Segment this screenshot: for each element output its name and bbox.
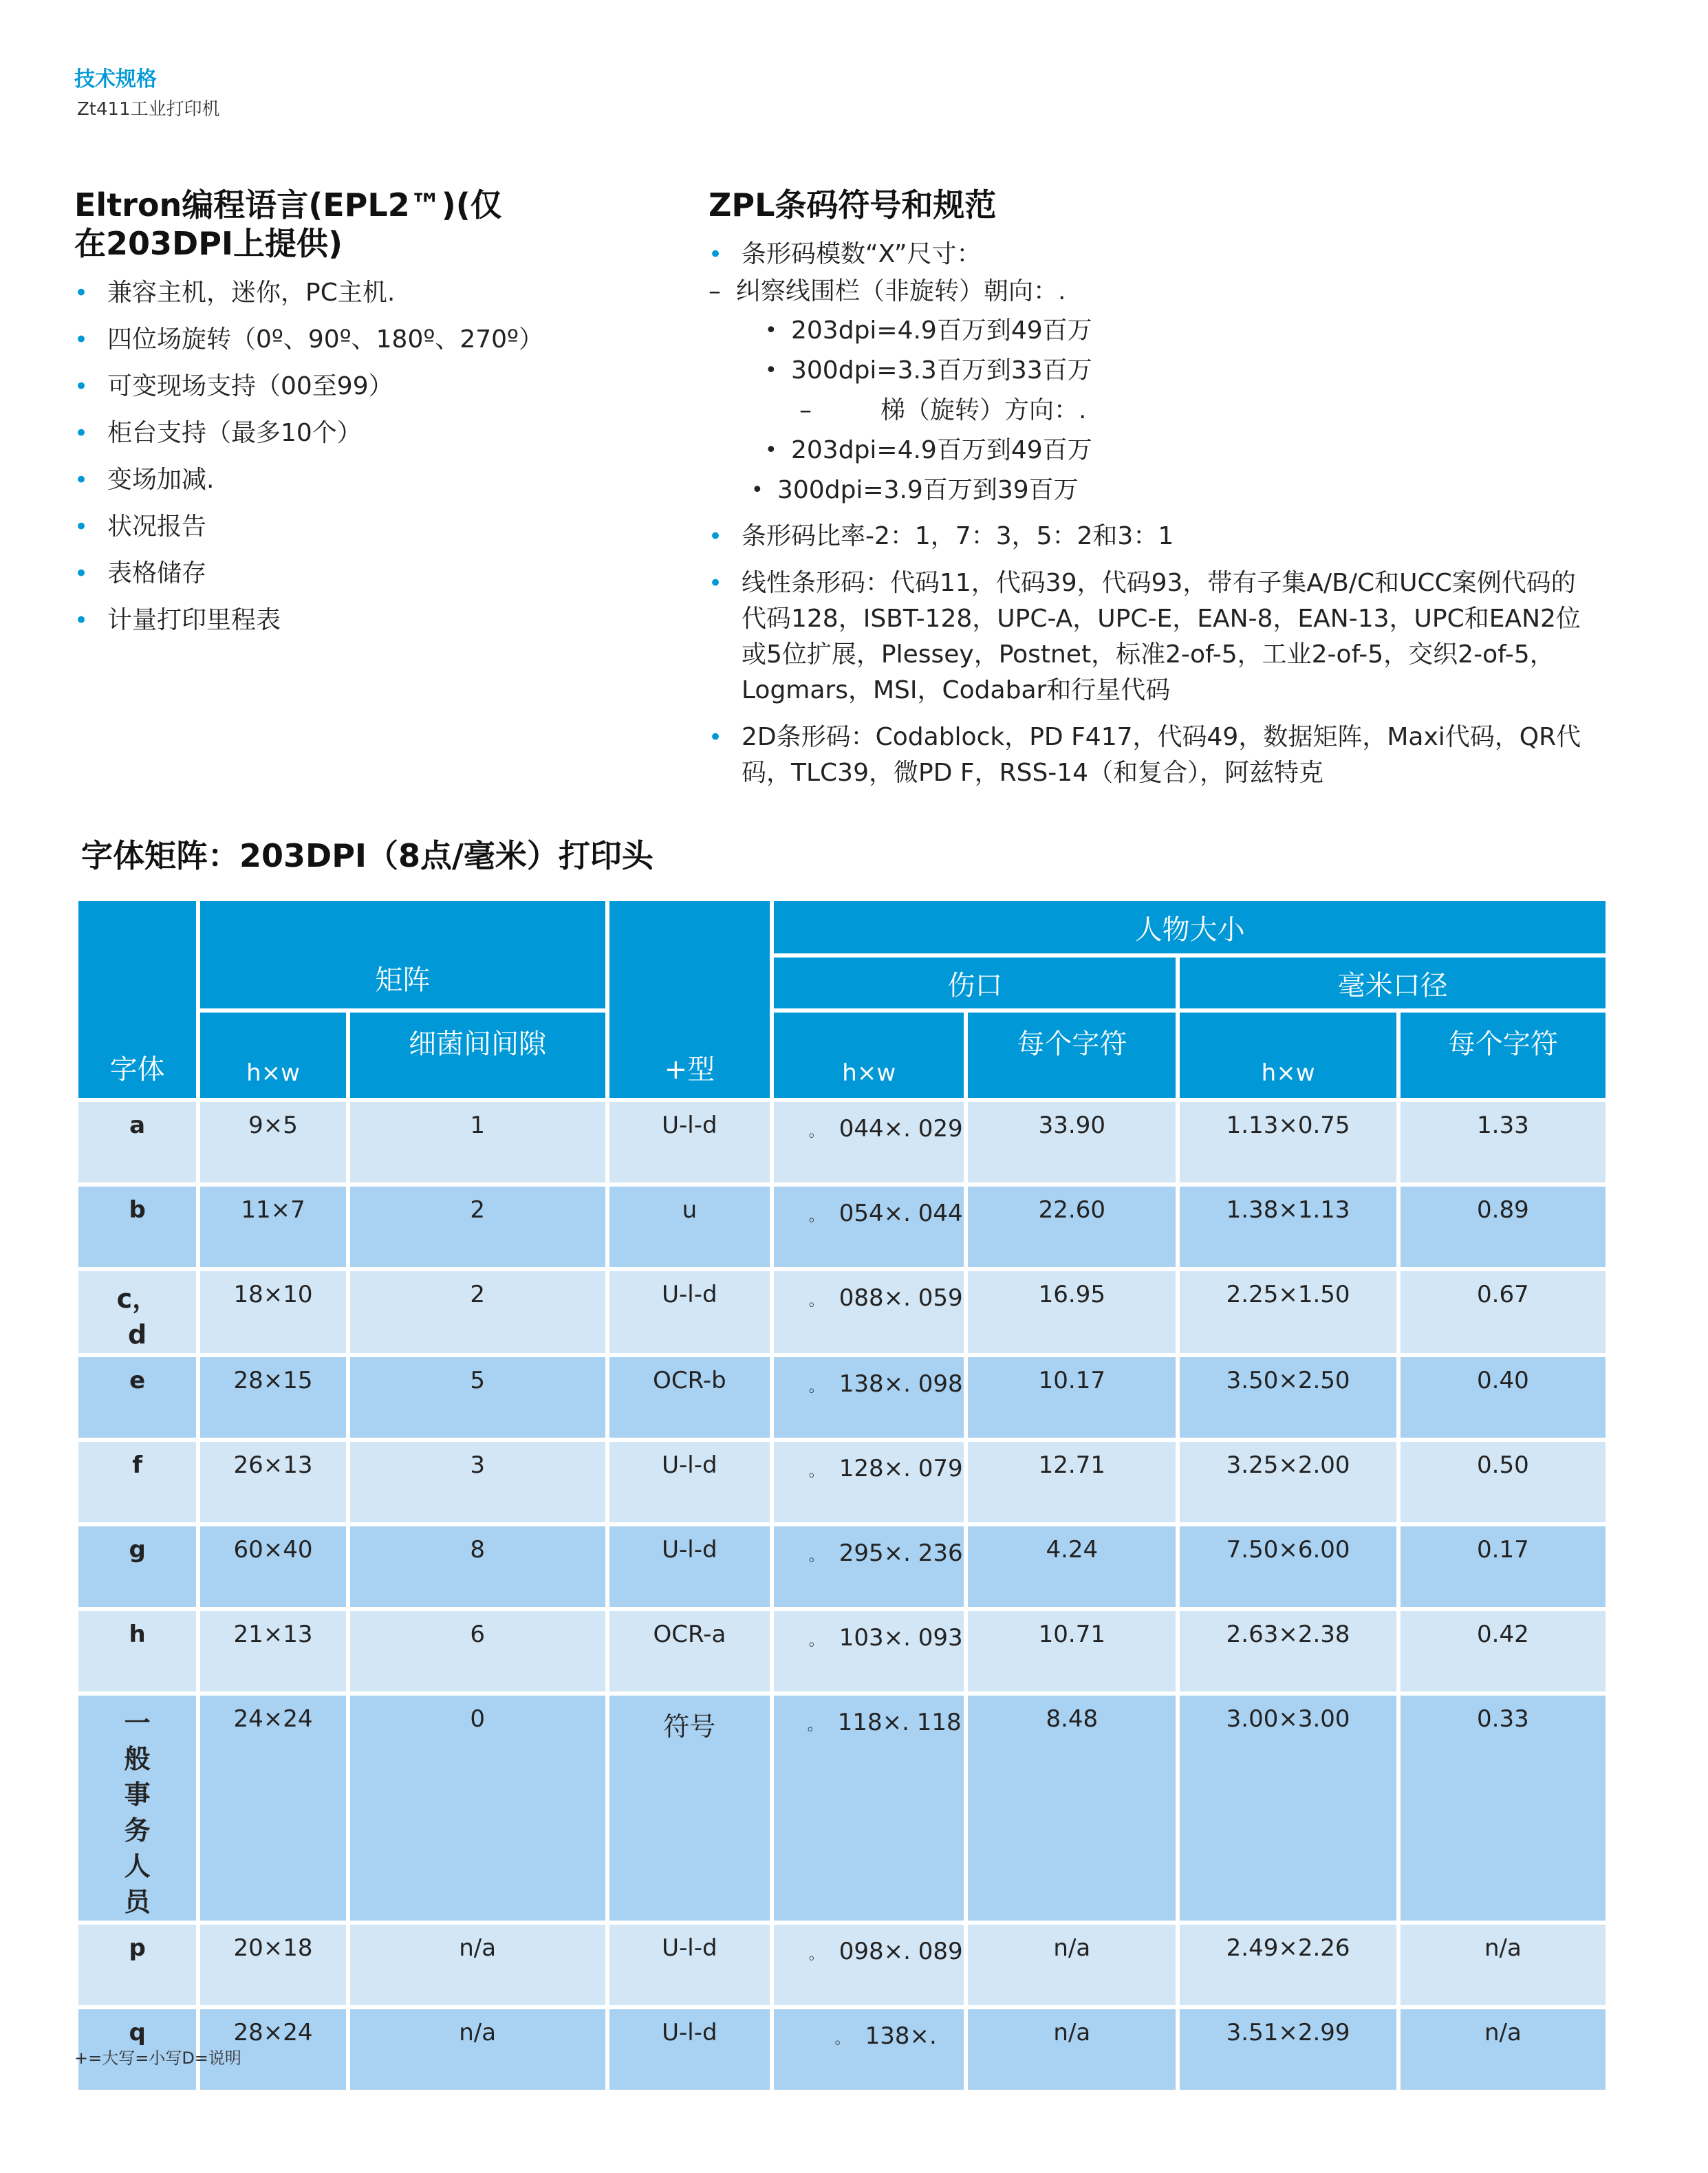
fence-203-text: 203dpi=4.9百万到49百万 bbox=[791, 316, 1092, 345]
circle-mark: 。 bbox=[834, 2031, 850, 2048]
cell-mm-hw: 7.50×6.00 bbox=[1180, 1526, 1396, 1607]
cell-in-per: 16.95 bbox=[968, 1271, 1176, 1353]
cell-in-hw-text: 138×. 098 bbox=[839, 1370, 963, 1398]
fence-203: • 203dpi=4.9百万到49百万 bbox=[765, 316, 1092, 345]
cell-font: p bbox=[78, 1925, 196, 2005]
zpl-list-2 bbox=[709, 519, 1596, 791]
cell-gap: 3 bbox=[350, 1442, 605, 1522]
cell-matrix: 9×5 bbox=[200, 1102, 346, 1182]
font-matrix-table bbox=[74, 897, 1610, 2094]
cell-mm-hw: 1.13×0.75 bbox=[1180, 1102, 1396, 1182]
header-mm: 毫米口径 bbox=[1180, 958, 1606, 1008]
fence-300-text: 300dpi=3.3百万到33百万 bbox=[791, 356, 1092, 385]
zpl-heading: ZPL条码符号和规范 bbox=[709, 186, 997, 224]
cell-in-hw-text: 044×. 029 bbox=[839, 1115, 963, 1143]
cell-in-per: 22.60 bbox=[968, 1187, 1176, 1267]
cell-in-hw bbox=[774, 1526, 964, 1607]
list-item: • 条形码比率-2：1，7：3，5：2和3：1 bbox=[709, 519, 1596, 554]
zpl-list bbox=[709, 237, 1596, 272]
cell-mm-hw: 2.63×2.38 bbox=[1180, 1611, 1396, 1691]
header-hxw-in: h×w bbox=[774, 1013, 964, 1098]
list-item: • 变场加减. bbox=[74, 462, 680, 498]
cell-in-hw bbox=[774, 1102, 964, 1182]
cell-in-per: 12.71 bbox=[968, 1442, 1176, 1522]
table-row bbox=[78, 1271, 1606, 1353]
header-title: 技术规格 bbox=[74, 67, 157, 91]
cell-font: q bbox=[78, 2009, 196, 2090]
cell-in-hw bbox=[774, 1357, 964, 1438]
cell-mm-per: n/a bbox=[1401, 1925, 1606, 2005]
circle-mark: 。 bbox=[808, 1379, 824, 1396]
list-item: • 四位场旋转（0º、90º、180º、270º） bbox=[74, 322, 534, 358]
cell-font: h bbox=[78, 1611, 196, 1691]
cell-in-hw bbox=[774, 1271, 964, 1353]
ladder-203-text: 203dpi=4.9百万到49百万 bbox=[791, 436, 1092, 464]
cell-mm-hw: 1.38×1.13 bbox=[1180, 1187, 1396, 1267]
cell-matrix: 18×10 bbox=[200, 1271, 346, 1353]
cell-in-per: 8.48 bbox=[968, 1696, 1176, 1921]
header-hxw-mm: h×w bbox=[1180, 1013, 1396, 1098]
cell-font-text: 一般事务人员 bbox=[124, 1708, 151, 1917]
epl-heading-line1: Eltron编程语言(EPL2™)(仅 bbox=[74, 186, 502, 224]
cell-matrix: 26×13 bbox=[200, 1442, 346, 1522]
table-row bbox=[78, 1102, 1606, 1182]
cell-type: U-l-d bbox=[609, 1925, 770, 2005]
list-item: • 柜台支持（最多10个） bbox=[74, 415, 680, 451]
cell-gap: 8 bbox=[350, 1526, 605, 1607]
header-char-size: 人物大小 bbox=[774, 901, 1606, 953]
epl-list bbox=[74, 275, 680, 638]
cell-in-hw bbox=[774, 1696, 964, 1921]
fence-300: • 300dpi=3.3百万到33百万 bbox=[765, 356, 1092, 385]
list-item: • 2D条形码：Codablock，PD F417，代码49，数据矩阵，Maxi代码，QR代码，TLC39，微PD F，RSS-14（和复合），阿兹特克 bbox=[709, 720, 1595, 791]
circle-mark: 。 bbox=[807, 1717, 823, 1734]
cell-type: U-l-d bbox=[609, 1442, 770, 1522]
cell-in-hw-text: 128×. 079 bbox=[839, 1455, 963, 1482]
list-item: • 兼容主机，迷你，PC主机. bbox=[74, 275, 680, 311]
cell-in-per: 10.71 bbox=[968, 1611, 1176, 1691]
circle-mark: 。 bbox=[808, 1463, 824, 1480]
cell-mm-per: 0.50 bbox=[1401, 1442, 1606, 1522]
cell-font: e bbox=[78, 1357, 196, 1438]
cell-mm-per: 1.33 bbox=[1401, 1102, 1606, 1182]
fence-text: 纠察线围栏（非旋转）朝向：. bbox=[736, 277, 1066, 305]
cell-mm-per: 0.40 bbox=[1401, 1357, 1606, 1438]
cell-mm-hw: 3.25×2.00 bbox=[1180, 1442, 1396, 1522]
circle-mark: 。 bbox=[808, 1946, 824, 1963]
table-row bbox=[78, 1187, 1606, 1267]
cell-type: OCR-a bbox=[609, 1611, 770, 1691]
cell-in-hw-text: 088×. 059 bbox=[839, 1284, 963, 1312]
cell-mm-per: 0.89 bbox=[1401, 1187, 1606, 1267]
header-type: +型 bbox=[609, 901, 770, 1098]
table-row bbox=[78, 1442, 1606, 1522]
table-row bbox=[78, 1611, 1606, 1691]
cell-font: b bbox=[78, 1187, 196, 1267]
cell-mm-per: n/a bbox=[1401, 2009, 1606, 2090]
circle-mark: 。 bbox=[808, 1548, 824, 1565]
cell-matrix: 20×18 bbox=[200, 1925, 346, 2005]
ladder-300-text: 300dpi=3.9百万到39百万 bbox=[777, 476, 1079, 504]
ladder-203: • 203dpi=4.9百万到49百万 bbox=[765, 436, 1092, 464]
ladder-line: – 梯（旋转）方向：. bbox=[799, 396, 1087, 424]
cell-in-hw bbox=[774, 2009, 964, 2090]
cell-in-hw-text: 054×. 044 bbox=[839, 1200, 963, 1227]
cell-in-hw bbox=[774, 1187, 964, 1267]
epl-heading bbox=[74, 186, 680, 263]
cell-in-hw bbox=[774, 1442, 964, 1522]
cell-mm-per: 0.67 bbox=[1401, 1271, 1606, 1353]
matrix-title: 字体矩阵：203DPI（8点/毫米）打印头 bbox=[81, 837, 653, 874]
cell-gap: 2 bbox=[350, 1187, 605, 1267]
cell-matrix: 11×7 bbox=[200, 1187, 346, 1267]
cell-gap: 6 bbox=[350, 1611, 605, 1691]
cell-mm-per: 0.42 bbox=[1401, 1611, 1606, 1691]
cell-matrix: 60×40 bbox=[200, 1526, 346, 1607]
circle-mark: 。 bbox=[808, 1208, 824, 1225]
cell-in-per: n/a bbox=[968, 2009, 1176, 2090]
header-per-char-mm: 每个字符 bbox=[1401, 1013, 1606, 1098]
cell-in-hw bbox=[774, 1611, 964, 1691]
epl-section bbox=[74, 186, 680, 649]
cell-gap: 2 bbox=[350, 1271, 605, 1353]
cell-type: U-l-d bbox=[609, 2009, 770, 2090]
cell-type: u bbox=[609, 1187, 770, 1267]
cell-gap: n/a bbox=[350, 2009, 605, 2090]
ladder-300: • 300dpi=3.9百万到39百万 bbox=[751, 476, 1079, 504]
matrix-body bbox=[78, 1102, 1606, 2090]
header-gap: 细菌间间隙 bbox=[350, 1013, 605, 1098]
cell-mm-hw: 3.51×2.99 bbox=[1180, 2009, 1396, 2090]
list-item: • 状况报告 bbox=[74, 509, 680, 545]
cell-in-hw-text: 118×. 118 bbox=[837, 1709, 962, 1736]
cell-gap: 5 bbox=[350, 1357, 605, 1438]
cell-font bbox=[78, 1271, 196, 1353]
table-row bbox=[78, 1357, 1606, 1438]
list-item: • 线性条形码：代码11，代码39，代码93，带有子集A/B/C和UCC案例代码的代码128，ISBT-128，UPC-A，UPC-E，EAN-8，EAN-13，UPC和EAN2位或5位扩展，Plessey，Postnet，标准2-of-5，工业2-of-5，交织2-of-5，Logmars，MSI，Codabar和行星代码 bbox=[709, 565, 1595, 709]
header-per-char-in: 每个字符 bbox=[968, 1013, 1176, 1098]
header-hxw: h×w bbox=[200, 1013, 346, 1098]
cell-font: f bbox=[78, 1442, 196, 1522]
cell-mm-hw: 3.00×3.00 bbox=[1180, 1696, 1396, 1921]
cell-font bbox=[78, 1696, 196, 1921]
cell-font: a bbox=[78, 1102, 196, 1182]
header-subtitle: Zt411工业打印机 bbox=[77, 99, 220, 120]
circle-mark: 。 bbox=[808, 1632, 824, 1650]
x-dim-text: 条形码模数“X”尺寸： bbox=[742, 240, 982, 268]
ladder-text: 梯（旋转）方向：. bbox=[880, 396, 1087, 424]
cell-gap: n/a bbox=[350, 1925, 605, 2005]
epl-heading-line2: 在203DPI上提供) bbox=[74, 225, 343, 262]
cell-mm-hw: 2.25×1.50 bbox=[1180, 1271, 1396, 1353]
zpl-section bbox=[709, 186, 1596, 802]
table-row bbox=[78, 1925, 1606, 2005]
cell-in-per: 10.17 bbox=[968, 1357, 1176, 1438]
header-wound: 伤口 bbox=[774, 958, 1176, 1008]
circle-mark: 。 bbox=[808, 1123, 824, 1140]
cell-gap: 1 bbox=[350, 1102, 605, 1182]
cell-font: g bbox=[78, 1526, 196, 1607]
footnote: +=大写=小写D=说明 bbox=[74, 2048, 241, 2068]
cell-in-hw-text: 103×. 093 bbox=[839, 1624, 963, 1652]
header-font: 字体 bbox=[78, 901, 196, 1098]
cell-type: 符号 bbox=[609, 1696, 770, 1921]
cell-in-per: 33.90 bbox=[968, 1102, 1176, 1182]
cell-matrix: 28×15 bbox=[200, 1357, 346, 1438]
cell-matrix: 24×24 bbox=[200, 1696, 346, 1921]
cell-in-per: n/a bbox=[968, 1925, 1176, 2005]
cell-in-hw-text: 138×. bbox=[865, 2022, 937, 2050]
cell-gap: 0 bbox=[350, 1696, 605, 1921]
list-item bbox=[709, 237, 1596, 272]
fence-line: – 纠察线围栏（非旋转）朝向：. bbox=[709, 277, 1066, 305]
table-row bbox=[78, 1526, 1606, 1607]
table-row bbox=[78, 2009, 1606, 2090]
cell-mm-hw: 2.49×2.26 bbox=[1180, 1925, 1396, 2005]
cell-in-per: 4.24 bbox=[968, 1526, 1176, 1607]
list-item: • 计量打印里程表 bbox=[74, 603, 680, 638]
circle-mark: 。 bbox=[808, 1293, 824, 1310]
cell-matrix: 28×24 bbox=[200, 2009, 346, 2090]
list-item: • 可变现场支持（00至99） bbox=[74, 369, 680, 404]
cell-type: OCR-b bbox=[609, 1357, 770, 1438]
cell-type: U-l-d bbox=[609, 1271, 770, 1353]
header-matrix: 矩阵 bbox=[200, 901, 605, 1008]
cell-mm-per: 0.33 bbox=[1401, 1696, 1606, 1921]
cell-in-hw-text: 295×. 236 bbox=[839, 1539, 963, 1567]
cell-type: U-l-d bbox=[609, 1526, 770, 1607]
list-item: • 表格储存 bbox=[74, 556, 680, 592]
table-row bbox=[78, 1696, 1606, 1921]
cell-font-text: c，d bbox=[116, 1284, 159, 1350]
cell-matrix: 21×13 bbox=[200, 1611, 346, 1691]
cell-mm-per: 0.17 bbox=[1401, 1526, 1606, 1607]
cell-type: U-l-d bbox=[609, 1102, 770, 1182]
cell-in-hw-text: 098×. 089 bbox=[839, 1938, 963, 1965]
cell-mm-hw: 3.50×2.50 bbox=[1180, 1357, 1396, 1438]
cell-in-hw bbox=[774, 1925, 964, 2005]
